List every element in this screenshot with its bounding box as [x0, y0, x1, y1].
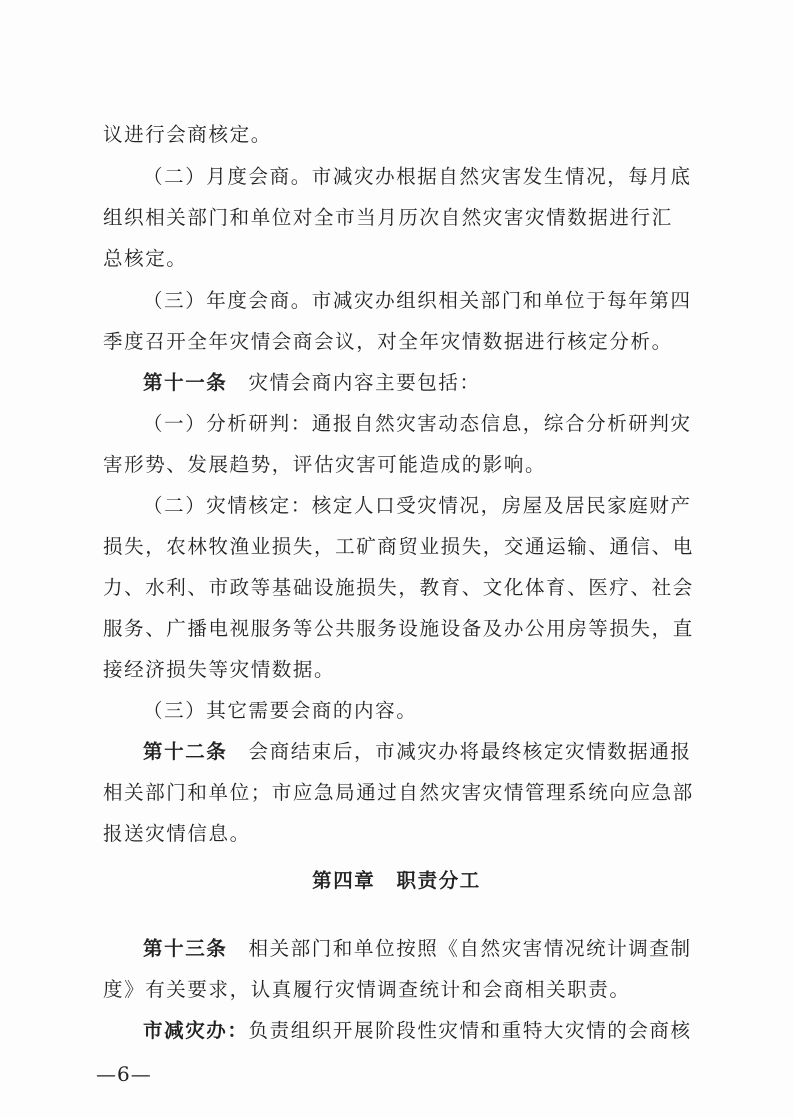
text-line-11: 损失，农林牧渔业损失，工矿商贸业损失，交通运输、通信、电	[103, 535, 694, 558]
page-number: —6—	[96, 1062, 152, 1086]
text-line-8: （一）分析研判：通报自然灾害动态信息，综合分析研判灾	[143, 412, 692, 435]
text-line-17: 相关部门和单位；市应急局通过自然灾害灾情管理系统向应急部	[103, 781, 694, 804]
text-line-6: 季度召开全年灾情会商会议，对全年灾情数据进行核定分析。	[103, 330, 673, 353]
text-line-5: （三）年度会商。市减灾办组织相关部门和单位于每年第四	[143, 289, 692, 312]
text-line-13: 服务、广播电视服务等公共服务设施设备及办公用房等损失，直	[103, 617, 694, 640]
text-line-3: 组织相关部门和单位对全市当月历次自然灾害灾情数据进行汇	[103, 206, 673, 229]
text-line-12: 力、水利、市政等基础设施损失，教育、文化体育、医疗、社会	[103, 576, 694, 599]
text-line-21: 度》有关要求，认真履行灾情调查统计和会商相关职责。	[103, 978, 631, 1001]
article-12: 第十二条 会商结束后，市减灾办将最终核定灾情数据通报	[143, 740, 692, 763]
text-line-2: （二）月度会商。市减灾办根据自然灾害发生情况，每月底	[143, 165, 692, 188]
text-line-18: 报送灾情信息。	[103, 822, 251, 845]
article-11: 第十一条 灾情会商内容主要包括：	[143, 371, 481, 394]
text-line-14: 接经济损失等灾情数据。	[103, 658, 336, 681]
text-line-15: （三）其它需要会商的内容。	[143, 699, 418, 722]
article-12-title: 第十二条	[143, 740, 228, 763]
office-label: 市减灾办：	[143, 1019, 249, 1042]
text-line-1: 议进行会商核定。	[103, 123, 272, 146]
article-13: 第十三条 相关部门和单位按照《自然灾害情况统计调查制	[143, 937, 692, 960]
text-line-22: 市减灾办：负责组织开展阶段性灾情和重特大灾情的会商核	[143, 1019, 692, 1042]
text-line-9: 害形势、发展趋势，评估灾害可能造成的影响。	[103, 453, 547, 476]
article-13-title: 第十三条	[143, 937, 228, 960]
chapter-heading: 第四章 职责分工	[312, 869, 481, 892]
text-line-10: （二）灾情核定：核定人口受灾情况，房屋及居民家庭财产	[143, 494, 692, 517]
article-11-title: 第十一条	[143, 371, 228, 394]
text-line-4: 总核定。	[103, 247, 188, 270]
